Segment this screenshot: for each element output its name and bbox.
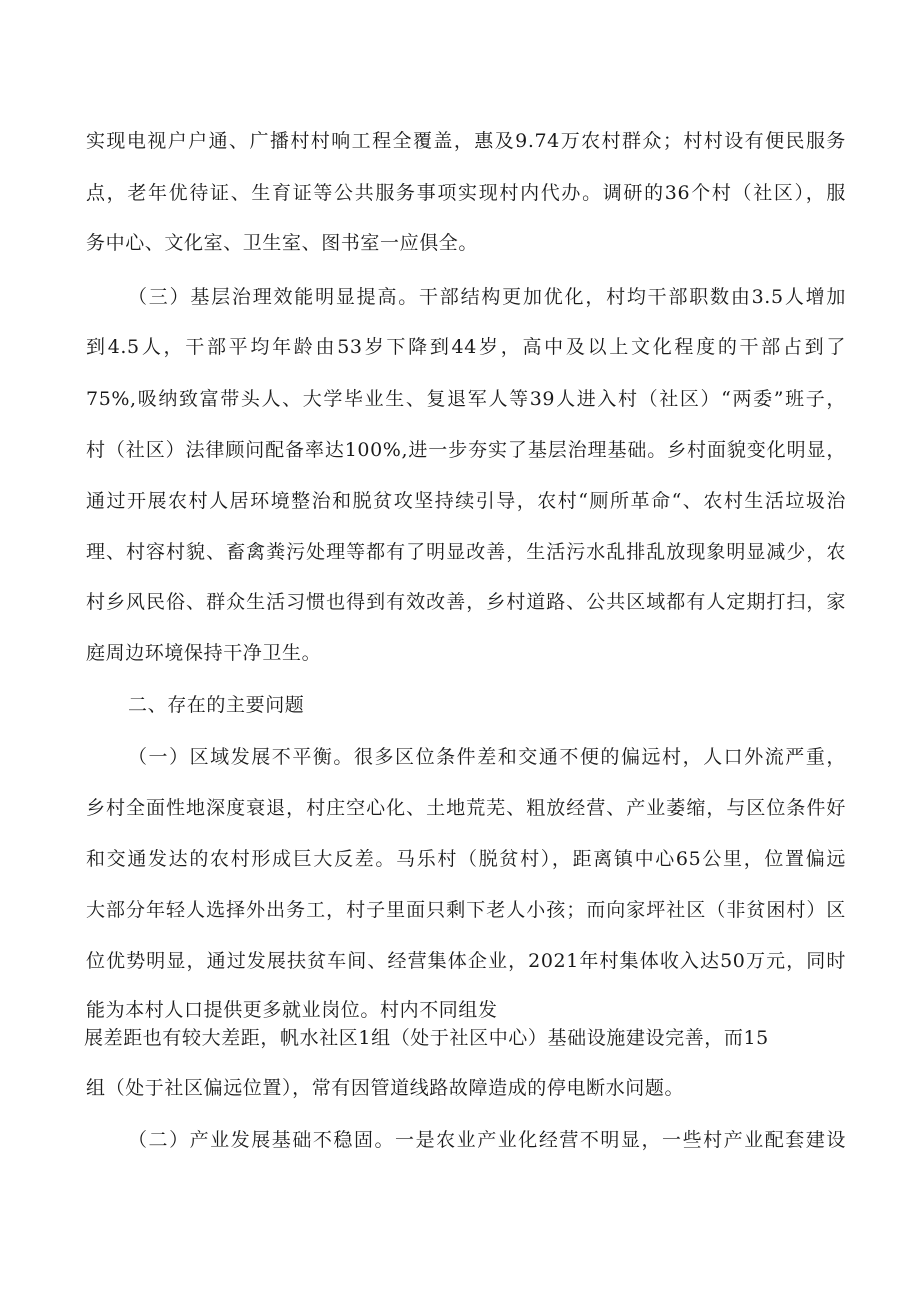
paragraph-line: 大部分年轻人选择外出务工，村子里面只剩下老人小孩；而向家坪社区（非贫困村）区 (86, 899, 846, 921)
paragraph-line: 实现电视户户通、广播村村响工程全覆盖，惠及9.74万农村群众；村村设有便民服务 (86, 130, 846, 152)
paragraph-line: 通过开展农村人居环境整治和脱贫攻坚持续引导，农村“厕所革命“、农村生活垃圾治 (86, 490, 846, 512)
section-heading-line: （二）产业发展基础不稳固。一是农业产业化经营不明显，一些村产业配套建设 (128, 1129, 846, 1151)
paragraph-line: 和交通发达的农村形成巨大反差。马乐村（脱贫村），距离镇中心65公里，位置偏远 (86, 848, 846, 870)
paragraph-line: 庭周边环境保持干净卫生。 (86, 642, 322, 664)
paragraph-line: 75%,吸纳致富带头人、大学毕业生、复退军人等39人进入村（社区）“两委”班子， (86, 388, 846, 410)
section-heading-line: （三）基层治理效能明显提高。干部结构更加优化，村均干部职数由3.5人增加 (128, 286, 846, 308)
paragraph-line: 理、村容村貌、畜禽粪污处理等都有了明显改善，生活污水乱排乱放现象明显减少，农 (86, 541, 846, 563)
paragraph-line: 能为本村人口提供更多就业岗位。村内不同组发 (86, 999, 498, 1021)
paragraph-line: 组（处于社区偏远位置），常有因管道线路故障造成的停电断水问题。 (86, 1077, 685, 1099)
paragraph-line: 展差距也有较大差距，帆水社区1组（处于社区中心）基础设施建设完善，而15 (84, 1027, 769, 1049)
paragraph-line: 乡村全面性地深度衰退，村庄空心化、土地荒芜、粗放经营、产业萎缩，与区位条件好 (86, 797, 846, 819)
section-heading-line: （一）区域发展不平衡。很多区位条件差和交通不便的偏远村，人口外流严重， (128, 746, 846, 768)
paragraph-line: 村乡风民俗、群众生活习惯也得到有效改善，乡村道路、公共区域都有人定期打扫，家 (86, 591, 846, 613)
section-title: 二、存在的主要问题 (128, 694, 305, 716)
paragraph-line: 村（社区）法律顾问配备率达100%,进一步夯实了基层治理基础。乡村面貌变化明显， (86, 439, 846, 461)
paragraph-line: 位优势明显，通过发展扶贫车间、经营集体企业，2021年村集体收入达50万元，同时 (86, 950, 846, 972)
paragraph-line: 务中心、文化室、卫生室、图书室一应俱全。 (86, 232, 479, 254)
paragraph-line: 点，老年优待证、生育证等公共服务事项实现村内代办。调研的36个村（社区），服 (86, 182, 846, 204)
paragraph-line: 到4.5人，干部平均年龄由53岁下降到44岁，高中及以上文化程度的干部占到了 (86, 336, 846, 358)
